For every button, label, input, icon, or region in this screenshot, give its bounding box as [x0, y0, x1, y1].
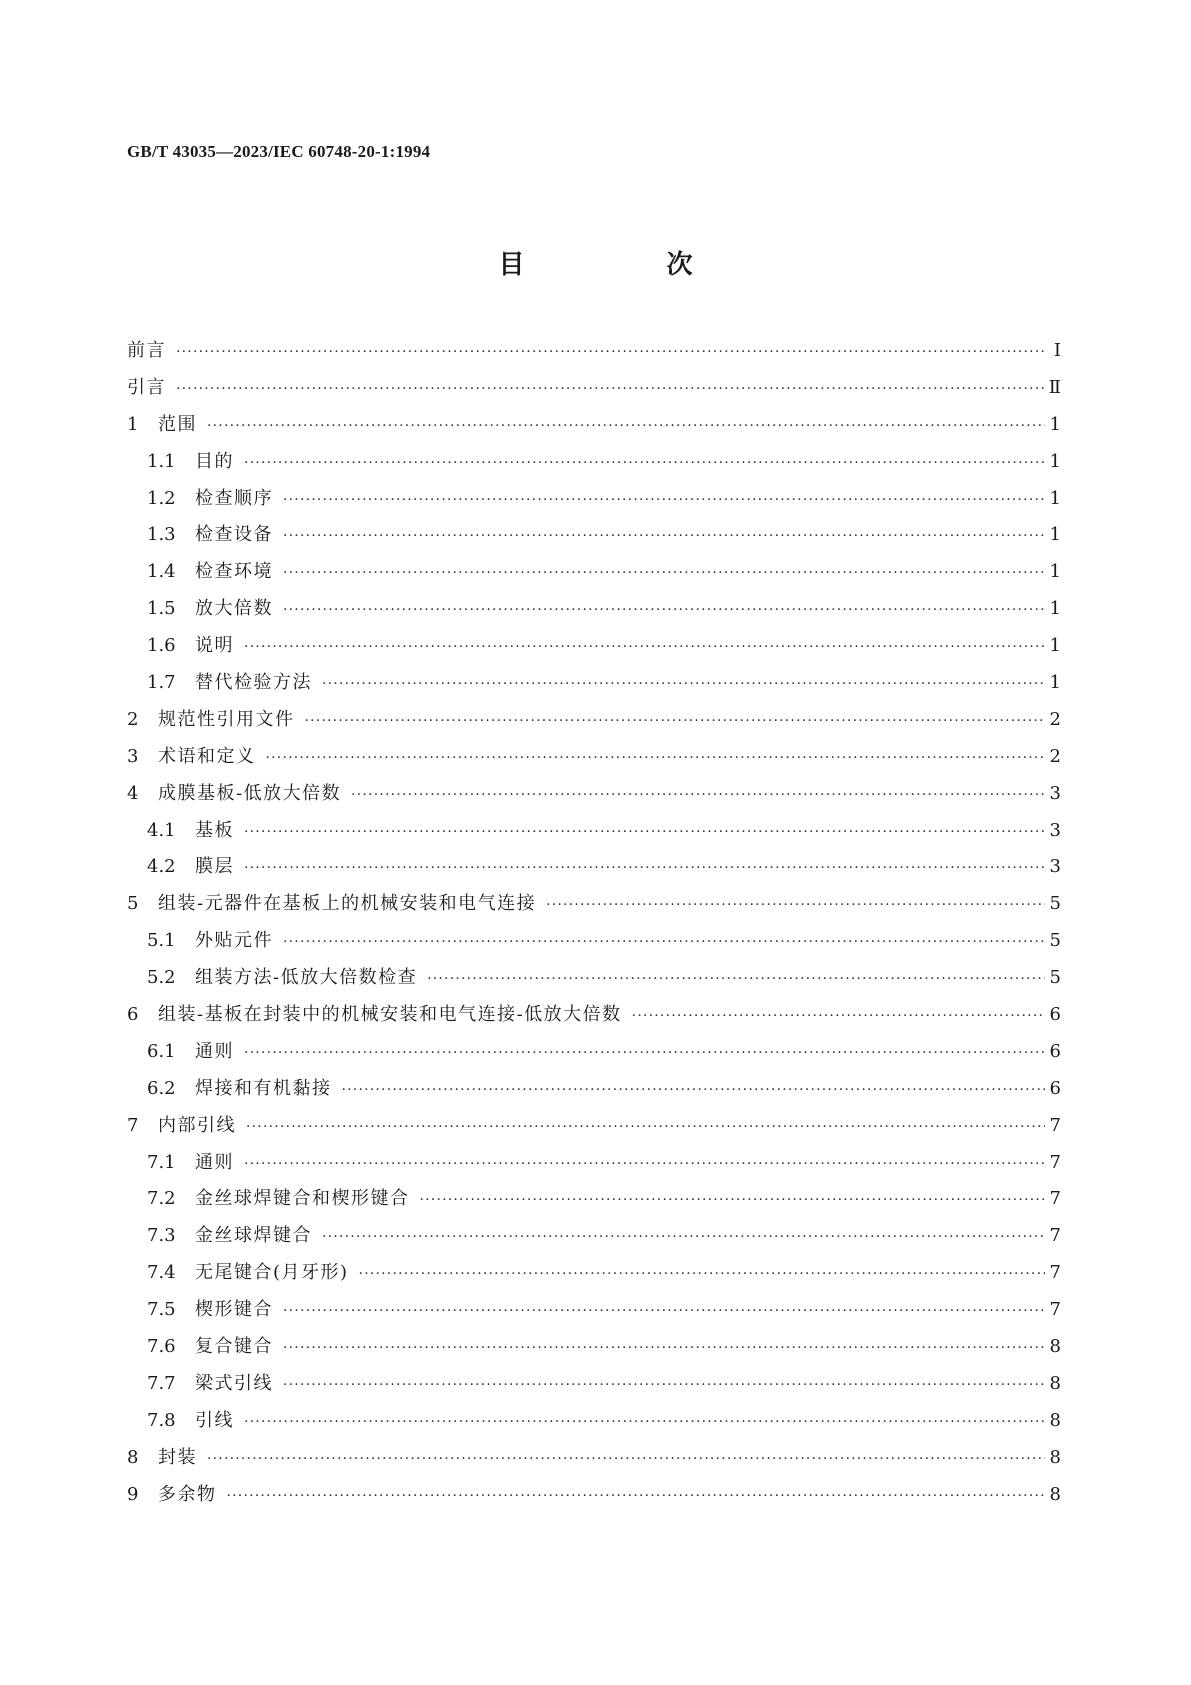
toc-entry-label: 引言 [127, 376, 166, 398]
toc-entry[interactable] [127, 1480, 1061, 1517]
toc-entry[interactable] [127, 1369, 1061, 1406]
toc-entry-page-number: 1 [1049, 487, 1061, 509]
toc-entry-label: 多余物 [158, 1483, 217, 1505]
toc-entry-label: 无尾键合(月牙形) [195, 1262, 349, 1284]
toc-entry-leader-dots [283, 1377, 1045, 1393]
toc-entry-number: 1.7 [147, 672, 176, 694]
toc-entry-label: 术语和定义 [158, 745, 256, 767]
toc-entry-page-number: 8 [1049, 1336, 1061, 1358]
toc-entry-page-number: 1 [1049, 524, 1061, 546]
toc-entry[interactable] [127, 410, 1061, 447]
toc-entry[interactable] [127, 779, 1061, 816]
toc-entry-leader-dots [322, 1229, 1045, 1245]
toc-entry[interactable] [127, 1000, 1061, 1037]
toc-entry-number: 7.6 [147, 1336, 176, 1358]
toc-entry-label: 组装-基板在封装中的机械安装和电气连接-低放大倍数 [158, 1004, 622, 1026]
toc-entry-label: 焊接和有机黏接 [195, 1077, 332, 1099]
toc-entry-number: 7.3 [147, 1225, 176, 1247]
toc-entry-number: 6.2 [147, 1077, 176, 1099]
toc-entry-leader-dots [305, 713, 1046, 729]
toc-entry-number: 9 [127, 1483, 139, 1505]
toc-entry-number: 7.1 [147, 1151, 176, 1173]
toc-entry[interactable] [127, 336, 1061, 373]
toc-entry[interactable] [127, 447, 1061, 484]
toc-entry-page-number: 1 [1049, 672, 1061, 694]
toc-entry-page-number: 7 [1049, 1299, 1061, 1321]
toc-entry-number: 1.3 [147, 524, 176, 546]
toc-entry-page-number: 7 [1049, 1188, 1061, 1210]
toc-entry-page-number: 2 [1049, 708, 1061, 730]
toc-entry-leader-dots [244, 824, 1045, 840]
toc-entry-label: 梁式引线 [195, 1372, 273, 1394]
toc-entry-page-number: 1 [1049, 413, 1061, 435]
toc-entry[interactable] [127, 373, 1061, 410]
toc-entry[interactable] [127, 1074, 1061, 1111]
toc-entry[interactable] [127, 557, 1061, 594]
toc-entry-label: 楔形键合 [195, 1299, 273, 1321]
toc-entry-leader-dots [283, 492, 1045, 508]
toc-entry-leader-dots [283, 602, 1045, 618]
toc-entry-leader-dots [244, 1414, 1045, 1430]
toc-entry-label: 目的 [195, 450, 234, 472]
toc-entry-leader-dots [342, 1082, 1046, 1098]
toc-entry-leader-dots [244, 639, 1045, 655]
toc-entry-page-number: 8 [1049, 1483, 1061, 1505]
toc-entry-page-number: 3 [1049, 782, 1061, 804]
toc-entry-label: 膜层 [195, 856, 234, 878]
toc-entry-number: 4.1 [147, 819, 176, 841]
toc-entry-number: 1.6 [147, 635, 176, 657]
toc-entry-page-number: 6 [1049, 1040, 1061, 1062]
toc-entry-number: 5 [127, 893, 139, 915]
toc-entry-number: 4.2 [147, 856, 176, 878]
toc-entry-leader-dots [283, 1303, 1045, 1319]
toc-entry-page-number: 3 [1049, 819, 1061, 841]
toc-entry-label: 成膜基板-低放大倍数 [158, 782, 342, 804]
toc-entry[interactable] [127, 742, 1061, 779]
toc-entry-number: 5.1 [147, 930, 176, 952]
toc-entry-number: 8 [127, 1446, 139, 1468]
toc-entry-leader-dots [283, 934, 1045, 950]
toc-entry-page-number: 5 [1049, 930, 1061, 952]
toc-entry-leader-dots [227, 1488, 1046, 1504]
toc-entry[interactable] [127, 1111, 1061, 1148]
toc-entry-label: 组装-元器件在基板上的机械安装和电气连接 [158, 893, 537, 915]
toc-entry[interactable] [127, 1184, 1061, 1221]
toc-entry-label: 基板 [195, 819, 234, 841]
toc-entry-number: 1 [127, 413, 139, 435]
toc-entry[interactable] [127, 631, 1061, 668]
toc-entry-label: 引线 [195, 1409, 234, 1431]
toc-entry-label: 前言 [127, 340, 166, 361]
toc-entry-label: 检查顺序 [195, 487, 273, 509]
toc-entry-leader-dots [632, 1008, 1045, 1024]
toc-entry[interactable] [127, 1037, 1061, 1074]
toc-entry-leader-dots [176, 344, 1045, 360]
toc-entry[interactable] [127, 1406, 1061, 1443]
toc-entry-number: 1.5 [147, 598, 176, 620]
toc-entry-page-number: Ⅰ [1053, 340, 1061, 361]
toc-entry[interactable] [127, 1332, 1061, 1369]
toc-entry-page-number: 8 [1049, 1409, 1061, 1431]
toc-entry-number: 1.1 [147, 450, 176, 472]
toc-entry-page-number: 3 [1049, 856, 1061, 878]
toc-entry-page-number: 7 [1049, 1151, 1061, 1173]
toc-entry-leader-dots [427, 971, 1045, 987]
toc-entry-leader-dots [322, 676, 1045, 692]
toc-entry-number: 7.4 [147, 1262, 176, 1284]
toc-entry-number: 5.2 [147, 967, 176, 989]
toc-entry-label: 组装方法-低放大倍数检查 [195, 967, 418, 989]
toc-entry-number: 7.8 [147, 1409, 176, 1431]
toc-entry-leader-dots [244, 455, 1045, 471]
toc-entry-leader-dots [283, 1340, 1045, 1356]
toc-entry-page-number: 7 [1049, 1225, 1061, 1247]
toc-entry[interactable] [127, 963, 1061, 1000]
toc-entry-number: 1.2 [147, 487, 176, 509]
toc-entry[interactable] [127, 852, 1061, 889]
toc-entry-label: 封装 [158, 1446, 197, 1468]
toc-entry-number: 7 [127, 1114, 139, 1136]
toc-entry-leader-dots [244, 860, 1045, 876]
toc-entry-leader-dots [351, 787, 1045, 803]
toc-entry-leader-dots [207, 1451, 1045, 1467]
toc-entry-page-number: 1 [1049, 450, 1061, 472]
toc-entry-label: 金丝球焊键合和楔形键合 [195, 1188, 410, 1210]
toc-entry-leader-dots [420, 1192, 1046, 1208]
toc-entry-leader-dots [244, 1045, 1045, 1061]
toc-entry-page-number: 6 [1049, 1077, 1061, 1099]
toc-entry-number: 1.4 [147, 561, 176, 583]
toc-entry-label: 内部引线 [158, 1114, 236, 1136]
toc-entry-label: 复合键合 [195, 1336, 273, 1358]
toc-entry[interactable] [127, 816, 1061, 853]
toc-entry[interactable] [127, 484, 1061, 521]
toc-entry-label: 规范性引用文件 [158, 708, 295, 730]
toc-entry-page-number: 8 [1049, 1446, 1061, 1468]
toc-entry-leader-dots [176, 381, 1045, 397]
toc-entry[interactable] [127, 1221, 1061, 1258]
toc-entry-label: 通则 [195, 1151, 234, 1173]
toc-entry-page-number: 7 [1049, 1114, 1061, 1136]
toc-entry[interactable] [127, 1443, 1061, 1480]
toc-entry-label: 范围 [158, 413, 197, 435]
toc-entry-number: 2 [127, 708, 139, 730]
toc-entry-page-number: 5 [1049, 967, 1061, 989]
toc-entry-label: 替代检验方法 [195, 672, 312, 694]
toc-entry-leader-dots [283, 565, 1045, 581]
toc-entry-leader-dots [359, 1266, 1045, 1282]
toc-entry[interactable] [127, 520, 1061, 557]
toc-entry[interactable] [127, 889, 1061, 926]
toc-entry[interactable] [127, 1148, 1061, 1185]
toc-entry-page-number: Ⅱ [1048, 376, 1061, 398]
toc-entry-number: 6 [127, 1004, 139, 1026]
toc-entry-number: 3 [127, 745, 139, 767]
toc-entry-label: 检查设备 [195, 524, 273, 546]
toc-entry-label: 说明 [195, 635, 234, 657]
toc-entry[interactable] [127, 594, 1061, 631]
toc-entry-page-number: 8 [1049, 1372, 1061, 1394]
toc-entry-leader-dots [246, 1119, 1045, 1135]
toc-entry[interactable] [127, 705, 1061, 742]
toc-entry-page-number: 7 [1049, 1262, 1061, 1284]
toc-entry-page-number: 1 [1049, 561, 1061, 583]
toc-entry-label: 检查环境 [195, 561, 273, 583]
toc-entry-page-number: 6 [1049, 1004, 1061, 1026]
toc-title: 目 次 [498, 250, 751, 280]
toc-entry-leader-dots [207, 418, 1045, 434]
toc-entry-leader-dots [244, 1156, 1045, 1172]
toc-entry-page-number: 1 [1049, 598, 1061, 620]
toc-entry-leader-dots [266, 750, 1046, 766]
toc-entry-number: 4 [127, 782, 139, 804]
table-of-contents [127, 336, 1061, 1517]
toc-entry-page-number: 5 [1049, 893, 1061, 915]
toc-entry-leader-dots [546, 897, 1045, 913]
toc-entry-page-number: 1 [1049, 635, 1061, 657]
toc-entry-page-number: 2 [1049, 745, 1061, 767]
toc-entry-label: 放大倍数 [195, 598, 273, 620]
standard-number-header: GB/T 43035—2023/IEC 60748-20-1:1994 [127, 142, 431, 161]
toc-entry[interactable] [127, 668, 1061, 705]
toc-entry[interactable] [127, 1295, 1061, 1332]
toc-entry-label: 外贴元件 [195, 930, 273, 952]
toc-entry-number: 6.1 [147, 1040, 176, 1062]
toc-entry-label: 通则 [195, 1040, 234, 1062]
toc-entry-label: 金丝球焊键合 [195, 1225, 312, 1247]
toc-entry-number: 7.5 [147, 1299, 176, 1321]
toc-entry[interactable] [127, 926, 1061, 963]
toc-entry[interactable] [127, 1258, 1061, 1295]
toc-entry-number: 7.7 [147, 1372, 176, 1394]
toc-entry-number: 7.2 [147, 1188, 176, 1210]
toc-entry-leader-dots [283, 528, 1045, 544]
